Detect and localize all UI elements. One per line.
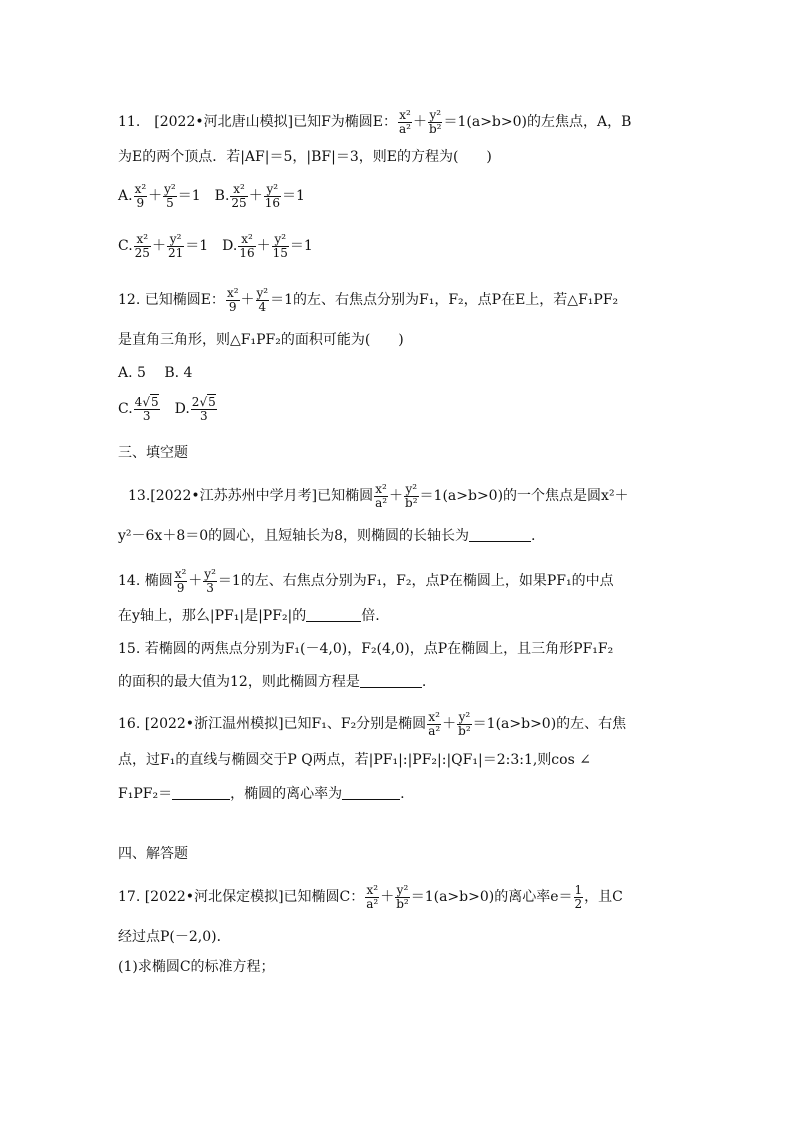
q15-line2: 的面积的最大值为12，则此椭圆方程是 .: [118, 674, 427, 690]
fraction: $\frac{\text{x²}}{9}$: [134, 182, 147, 210]
q11-options-cd: C. $\frac{\text{x²}}{25}$ ＋ $\frac{\text{y²}}{21}$ ＝1 D. $\frac{\text{x²}}{16}$ ＋ $\frac{\text{y²}}{15}$ ＝1: [118, 232, 313, 260]
q11-line1: 11. [2022•河北唐山模拟]已知F为椭圆E： $\frac{\text{x²}}{\text{a²}}$ ＋ $\frac{\text{y²}}{\text{b²}}$ ＝1(a>b>0)的左焦点，A，B: [118, 108, 632, 136]
q14-line2: 在y轴上，那么|PF₁|是|PF₂|的 倍.: [118, 608, 380, 624]
fraction: $\frac{\text{y²}}{4}$: [256, 286, 269, 314]
option-c-label: C.: [118, 238, 133, 255]
option-a-label: A.: [118, 188, 133, 205]
option-b-label: B.: [200, 188, 230, 205]
option-d-label: D.: [208, 238, 238, 255]
q11-text-b: ＝1(a>b>0)的左焦点，A，B: [443, 114, 632, 131]
fraction: $\frac{\text{x²}}{\text{a²}}$: [428, 710, 441, 738]
fraction: $\frac{\text{x²}}{9}$: [226, 286, 239, 314]
q15-line1: 15. 若椭圆的两焦点分别为F₁(－4,0)，F₂(4,0)，点P在椭圆上，且三角形PF₁F₂: [118, 641, 614, 657]
q14-line1: 14. 椭圆 $\frac{\text{x²}}{9}$ ＋ $\frac{\text{y²}}{3}$ ＝1的左、右焦点分别为F₁，F₂，点P在椭圆上，如果PF₁的中点: [118, 567, 614, 595]
fraction-y2-b2: $\frac{\text{y²}}{\text{b²}}$: [428, 108, 442, 136]
fraction: $\frac{\text{x²}}{16}$: [239, 232, 255, 260]
fraction: $\frac{\text{x²}}{25}$: [134, 232, 150, 260]
fraction-one-half: $\frac{1}{2}$: [574, 883, 583, 911]
fraction: $\frac{\text{x²}}{\text{a²}}$: [375, 482, 388, 510]
fraction: $\frac{\text{y²}}{\text{b²}}$: [396, 883, 409, 911]
answer-blank[interactable]: [306, 621, 361, 622]
q12-options-cd: [118, 396, 218, 422]
fraction-2root5-3: $\frac{2√5}{3}$: [191, 395, 216, 423]
q17-line2: 经过点P(－2,0)．: [118, 929, 231, 945]
fraction: $\frac{\text{y²}}{3}$: [204, 567, 216, 595]
fraction: $\frac{\text{y²}}{5}$: [164, 182, 176, 210]
q12-line1: 12. 已知椭圆E： $\frac{\text{x²}}{9}$ ＋ $\frac{\text{y²}}{4}$ ＝1的左、右焦点分别为F₁，F₂，点P在E上，若△F₁PF₂: [118, 286, 619, 314]
fraction-x2-a2: $\frac{\text{x²}}{\text{a²}}$: [399, 108, 411, 136]
q12-line2: 是直角三角形，则△F₁PF₂的面积可能为( ): [118, 332, 404, 348]
q13-line2: y²－6x＋8＝0的圆心，且短轴长为8，则椭圆的长轴长为 .: [118, 528, 536, 544]
fraction: $\frac{\text{x²}}{\text{a²}}$: [366, 883, 379, 911]
fraction-4root5-3: $\frac{4√5}{3}$: [134, 395, 159, 423]
q11-options-ab: A. $\frac{\text{x²}}{9}$ ＋ $\frac{\text{y²}}{5}$ ＝1 B. $\frac{\text{x²}}{25}$ ＋ $\frac{\text{y²}}{16}$ ＝1: [118, 182, 305, 210]
fraction: $\frac{\text{y²}}{21}$: [167, 232, 184, 260]
q16-line3: F₁PF₂＝ ，椭圆的离心率为 .: [118, 786, 405, 802]
fraction: $\frac{\text{x²}}{25}$: [231, 182, 247, 210]
fraction: $\frac{\text{y²}}{\text{b²}}$: [405, 482, 418, 510]
section-heading-fill-in: 三、填空题: [118, 445, 188, 461]
answer-blank[interactable]: [172, 799, 230, 800]
q16-line1: 16. [2022•浙江温州模拟]已知F₁、F₂分别是椭圆 $\frac{\text{x²}}{\text{a²}}$ ＋ $\frac{\text{y²}}{\text{b²}}$ ＝1(a>b>0)的左、右焦: [118, 710, 627, 738]
q11-text-a: 11. [2022•河北唐山模拟]已知F为椭圆E：: [118, 114, 398, 131]
q11-line2: 为E的两个顶点．若|AF|＝5，|BF|＝3，则E的方程为( ): [118, 149, 492, 165]
q13-line1: 13.[2022•江苏苏州中学月考]已知椭圆 $\frac{\text{x²}}{\text{a²}}$ ＋ $\frac{\text{y²}}{\text{b²}}$ ＝1(a>b>0)的一个焦点是圆x²＋: [128, 482, 629, 510]
q12-line3: A. 5 B. 4: [118, 365, 193, 381]
option-d-label: D.: [160, 401, 190, 418]
q17-line3: (1)求椭圆C的标准方程；: [118, 959, 275, 975]
answer-blank[interactable]: [469, 541, 531, 542]
section-heading-solutions: 四、解答题: [118, 846, 188, 862]
fraction: $\frac{\text{y²}}{15}$: [272, 232, 288, 260]
answer-blank[interactable]: [342, 799, 400, 800]
answer-blank[interactable]: [360, 687, 422, 688]
fraction: $\frac{\text{x²}}{9}$: [174, 567, 187, 595]
q16-line2: 点，过F₁的直线与椭圆交于P Q两点，若|PF₁|:|PF₂|:|QF₁|＝2:3:1,则cos ∠: [118, 752, 591, 768]
fraction: $\frac{\text{y²}}{16}$: [264, 182, 280, 210]
q17-line1: 17. [2022•河北保定模拟]已知椭圆C： $\frac{\text{x²}}{\text{a²}}$ ＋ $\frac{\text{y²}}{\text{b²}}$ ＝1(a>b>0)的离心率e＝ $\frac{1}{2}$ ，且C: [118, 883, 623, 911]
fraction: $\frac{\text{y²}}{\text{b²}}$: [458, 710, 471, 738]
option-c-label: C.: [118, 401, 133, 418]
